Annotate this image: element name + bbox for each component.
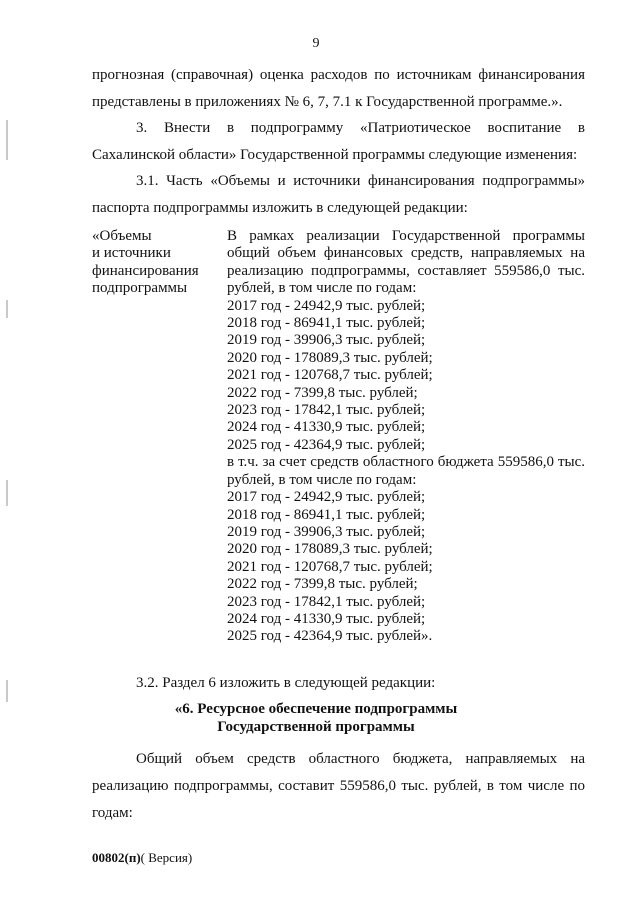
passport-regional-year-line: 2020 год - 178089,3 тыс. рублей; xyxy=(227,541,433,558)
passport-regional-year-line: 2024 год - 41330,9 тыс. рублей; xyxy=(227,610,426,627)
paragraph-amendment-3-1: 3.1. Часть «Объемы и источники финансирования подпрограммы» паспорта подпрограммы изложить в следующей редакции: xyxy=(92,173,585,216)
page-number: 9 xyxy=(312,36,320,51)
passport-regional-year-line: 2022 год - 7399,8 тыс. рублей; xyxy=(227,576,418,593)
passport-label-column xyxy=(92,228,217,298)
passport-year-line: 2019 год - 39906,3 тыс. рублей; xyxy=(227,332,426,349)
scan-artifact xyxy=(6,680,8,702)
passport-year-line: 2018 год - 86941,1 тыс. рублей; xyxy=(227,315,426,332)
passport-content-column xyxy=(227,228,585,646)
paragraph-forecast-estimate: прогнозная (справочная) оценка расходов по источникам финансирования представлены в приложениях № 6, 7, 7.1 к Государственной программе.». xyxy=(92,67,585,110)
passport-year-line: 2022 год - 7399,8 тыс. рублей; xyxy=(227,384,418,401)
section-heading-line-1: «6. Ресурсное обеспечение подпрограммы xyxy=(174,701,458,717)
passport-year-line: 2024 год - 41330,9 тыс. рублей; xyxy=(227,419,426,436)
section-heading-line-2: Государственной программы xyxy=(217,719,415,735)
paragraph-total-volume: Общий объем средств областного бюджета, направляемых на реализацию подпрограммы, составит 559586,0 тыс. рублей, в том числе по годам: xyxy=(92,751,585,821)
document-code: 00802(п) xyxy=(92,850,141,865)
passport-year-line: 2020 год - 178089,3 тыс. рублей; xyxy=(227,349,433,366)
document-footer xyxy=(92,850,192,866)
section-heading xyxy=(0,700,632,736)
passport-year-line: 2023 год - 17842,1 тыс. рублей; xyxy=(227,402,426,419)
passport-label-line: финансирования xyxy=(92,262,199,279)
passport-regional-year-line: 2017 год - 24942,9 тыс. рублей; xyxy=(227,489,426,506)
paragraph-amendment-3: 3. Внести в подпрограмму «Патриотическое воспитание в Сахалинской области» Государственной программы следующие изменения: xyxy=(92,120,585,163)
passport-regional-intro: в т.ч. за счет средств областного бюджета 559586,0 тыс. рублей, в том числе по годам: xyxy=(227,454,585,488)
passport-regional-year-line: 2019 год - 39906,3 тыс. рублей; xyxy=(227,523,426,540)
paragraph-amendment-3-2: 3.2. Раздел 6 изложить в следующей редакции: xyxy=(136,675,436,691)
scan-artifact xyxy=(6,300,8,318)
scan-artifact xyxy=(6,120,8,160)
passport-label-line: подпрограммы xyxy=(92,280,188,297)
passport-regional-year-line: 2023 год - 17842,1 тыс. рублей; xyxy=(227,593,426,610)
passport-year-line: 2025 год - 42364,9 тыс. рублей; xyxy=(227,436,426,453)
passport-year-line: 2021 год - 120768,7 тыс. рублей; xyxy=(227,367,433,384)
passport-label-line: «Объемы xyxy=(92,228,152,244)
passport-regional-year-line: 2018 год - 86941,1 тыс. рублей; xyxy=(227,506,426,523)
passport-label-line: и источники xyxy=(92,245,171,262)
passport-year-line: 2017 год - 24942,9 тыс. рублей; xyxy=(227,297,426,314)
scan-artifact xyxy=(6,480,8,506)
passport-intro-text: В рамках реализации Государственной программы общий объем финансовых средств, направляемых на реализацию подпрограммы, составляет 559586,0 тыс. рублей, в том числе по годам: xyxy=(227,228,585,297)
document-version: ( Версия) xyxy=(140,850,193,865)
passport-regional-year-line: 2025 год - 42364,9 тыс. рублей». xyxy=(227,628,433,645)
passport-regional-year-line: 2021 год - 120768,7 тыс. рублей; xyxy=(227,558,433,575)
